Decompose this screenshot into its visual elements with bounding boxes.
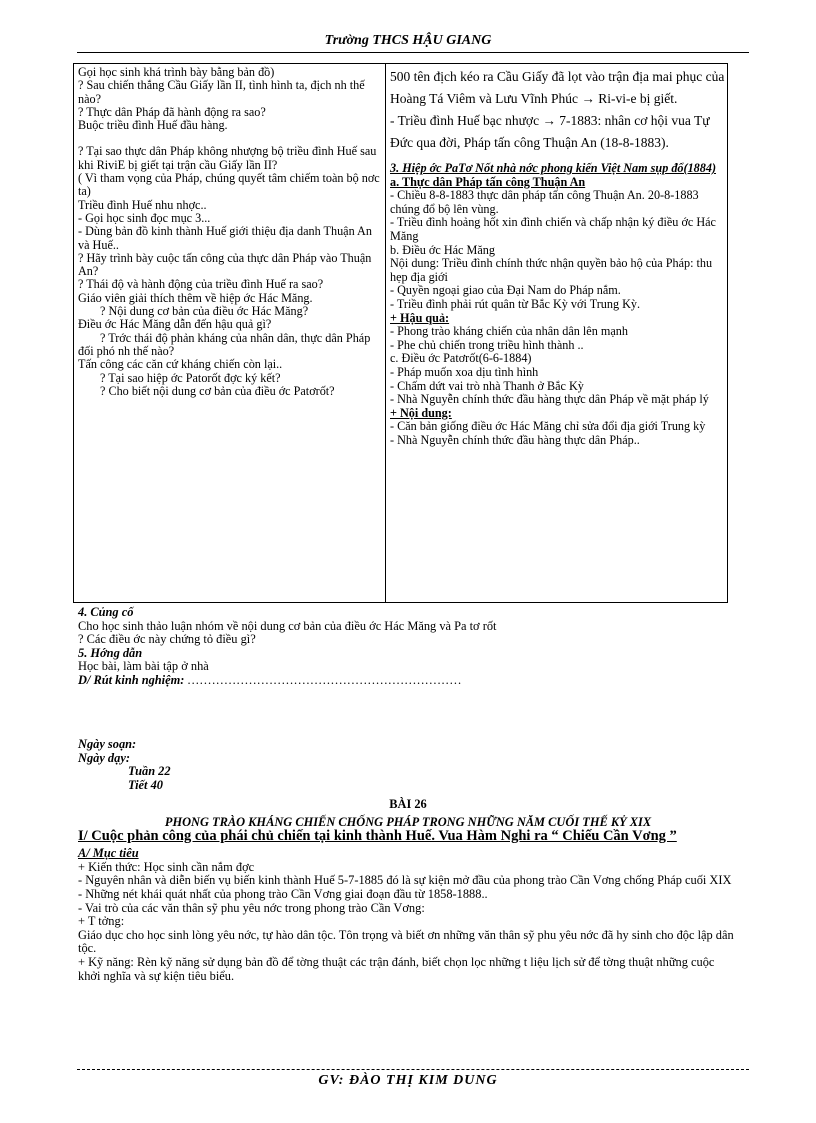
lesson-meta bbox=[78, 738, 738, 792]
teacher-activity-line: Gọi học sinh khá trình bày bằng bản đồ) bbox=[78, 65, 275, 79]
guide-heading: 5. Hớng dẫn bbox=[78, 645, 143, 660]
content-line: - Quyền ngoại giao của Đại Nam do Pháp nắm. bbox=[390, 283, 621, 298]
lesson-table bbox=[73, 63, 728, 603]
period: Tiết 40 bbox=[128, 777, 163, 792]
experience-line bbox=[78, 674, 738, 688]
teacher-activity-line: ? Sau chiến thắng Cầu Giấy lần II, tình hình ta, địch nh thế nào? bbox=[78, 78, 365, 106]
content-column bbox=[390, 66, 726, 447]
school-header: Trường THCS HẬU GIANG bbox=[324, 33, 492, 48]
objective-line: - Nguyên nhân và diễn biến vụ biến kinh thành Huế 5-7-1885 đó là sự kiện mở đầu của phong trào Cần Vơng chống Pháp cuối XIX bbox=[78, 873, 732, 888]
content-line: - Phong trào kháng chiến của nhân dân lên mạnh bbox=[390, 324, 628, 339]
content-line: - Triều đình hoảng hốt xin đình chiến và chấp nhận ký điều ớc Hác Măng bbox=[390, 215, 716, 243]
week: Tuần 22 bbox=[128, 764, 171, 779]
objective-line: Giáo dục cho học sinh lòng yêu nớc, tự hào dân tộc. Tôn trọng và biết ơn những văn thân sỹ phu yêu nớc đã hy sinh cho độc lập dân tộc. bbox=[78, 927, 734, 956]
content-intro bbox=[390, 66, 726, 154]
teacher-activity-line: ? Cho biết nội dung cơ bản của điều ớc Patơrốt? bbox=[100, 383, 335, 398]
content-line: Nội dung: Triều đình chính thức nhận quyền bảo hộ của Pháp: thu hẹp địa giới bbox=[390, 256, 713, 284]
teacher-activity-line: ? Thực dân Pháp đã hành động ra sao? bbox=[78, 104, 266, 119]
column-divider bbox=[385, 64, 386, 602]
guide-text: Học bài, làm bài tập ở nhà bbox=[78, 659, 209, 674]
objective-line: - Những nét khái quát nhất của phong trào Cần Vơng giai đoạn đầu từ 1858-1888.. bbox=[78, 886, 488, 901]
header-rule bbox=[77, 52, 749, 53]
lesson-title: PHONG TRÀO KHÁNG CHIẾN CHỐNG PHÁP TRONG NHỮNG NĂM CUỐI THẾ KỶ XIX bbox=[164, 814, 652, 829]
content-line: - Chấm dứt vai trò nhà Thanh ở Bắc Kỳ bbox=[390, 378, 584, 393]
content-intro-line: - Triều đình Huế bạc nhược → 7-1883: nhân cơ hội vua Tự Đức qua đời, Pháp tấn công Thuận An (18-8-1883). bbox=[390, 113, 710, 150]
objective-line: + T tởng: bbox=[78, 914, 125, 929]
experience-label: D/ Rút kinh nghiệm: bbox=[78, 672, 185, 687]
objective-line: + Kiến thức: Học sinh cần nắm đợc bbox=[78, 859, 255, 874]
teacher-activity-line: ( Vì tham vọng của Pháp, chúng quyết tâm chiếm toàn bộ nơc ta) bbox=[78, 171, 380, 199]
objective-line: - Vai trò của các văn thân sỹ phu yêu nớc trong phong trào Cần Vơng: bbox=[78, 900, 425, 915]
section-title: I/ Cuộc phản công của phái chủ chiến tại kinh thành Huế. Vua Hàm Nghi ra “ Chiếu Cần Vơng ” bbox=[78, 828, 677, 845]
consolidation-block bbox=[78, 606, 738, 688]
teacher-activity-line: Điều ớc Hác Măng dẫn đến hậu quả gì? bbox=[78, 317, 272, 332]
content-intro-line: 500 tên địch kéo ra Cầu Giấy đã lọt vào trận địa mai phục của Hoàng Tá Viêm và Lưu Vĩnh Phúc → Ri-vi-e bị giết. bbox=[390, 69, 725, 106]
teacher-activity-line: Tấn công các căn cứ kháng chiến còn lại.. bbox=[78, 357, 283, 372]
teacher-activity-line: ? Nội dung cơ bản của điều ớc Hác Măng? bbox=[100, 304, 309, 319]
footer-rule bbox=[77, 1069, 749, 1070]
content-line: 3. Hiệp ớc PaTơ Nốt nhà nớc phong kiến Việt Nam sụp đổ(1884) bbox=[390, 161, 717, 175]
teacher-activity-line: Triều đình Huế nhu nhợc.. bbox=[78, 197, 207, 212]
teach-date: Ngày dạy: bbox=[78, 750, 130, 765]
teacher-activity-column bbox=[78, 66, 383, 398]
content-line: c. Điều ớc Patơrốt(6-6-1884) bbox=[390, 351, 532, 366]
teacher-activity-line: - Gọi học sinh đọc mục 3... bbox=[78, 210, 211, 225]
lesson-number: BÀI 26 bbox=[389, 797, 427, 811]
content-line: - Nhà Nguyễn chính thức đầu hàng thực dân Pháp.. bbox=[390, 432, 640, 447]
content-line: - Phe chủ chiến trong triều hình thành .. bbox=[390, 337, 584, 352]
content-line: - Chiều 8-8-1883 thực dân pháp tấn công Thuận An. 20-8-1883 chúng đổ bộ lên vùng. bbox=[390, 188, 699, 216]
teacher-activity-line: Buộc triều đình Huế đầu hàng. bbox=[78, 118, 228, 133]
content-sections bbox=[390, 162, 726, 447]
teacher-activity-line: - Dùng bản đồ kinh thành Huế giới thiệu địa danh Thuận An và Huế.. bbox=[78, 224, 372, 252]
content-line: - Nhà Nguyễn chính thức đầu hàng thực dân Pháp về mặt pháp lý bbox=[390, 392, 709, 407]
objectives-list bbox=[78, 861, 738, 983]
content-line: b. Điều ớc Hác Măng bbox=[390, 242, 495, 257]
content-line: - Căn bản giống điều ớc Hác Măng chỉ sửa đổi địa giới Trung kỳ bbox=[390, 419, 706, 434]
teacher-activity-line: ? Tại sao thực dân Pháp không nhượng bộ triều đình Huế sau khi RiviE bị giết tại trận cầu Giấy lần II? bbox=[78, 144, 377, 172]
consolidation-line-2: ? Các điều ớc này chứng tỏ điều gì? bbox=[78, 632, 256, 647]
content-line: + Nội dung: bbox=[390, 405, 452, 420]
prep-date: Ngày soạn: bbox=[78, 737, 137, 751]
lesson-header bbox=[78, 798, 738, 983]
teacher-activity-line: ? Trớc thái độ phản kháng của nhân dân, thực dân Pháp đối phó nh thế nào? bbox=[78, 330, 371, 358]
teacher-activity-line: ? Tại sao hiệp ớc Patorốt đợc ký kết? bbox=[100, 370, 281, 385]
consolidation-line-1: Cho học sinh thảo luận nhóm về nội dung cơ bản của điều ớc Hác Măng và Pa tơ rốt bbox=[78, 618, 497, 633]
teacher-footer: GV: ĐÀO THỊ KIM DUNG bbox=[318, 1073, 498, 1088]
teacher-activity-line: ? Hãy trình bày cuộc tấn công của thực dân Pháp vào Thuận An? bbox=[78, 250, 372, 279]
content-line: - Triều đình phải rút quân từ Bắc Kỳ với Trung Kỳ. bbox=[390, 296, 641, 311]
teacher-activity-line: Giáo viên giải thích thêm về hiệp ớc Hác Măng. bbox=[78, 290, 313, 305]
consolidation-heading: 4. Củng cố bbox=[78, 605, 134, 619]
experience-dots: ................................................................... bbox=[187, 672, 463, 687]
objectives-heading: A/ Mục tiêu bbox=[78, 846, 139, 861]
teacher-activity-line: ? Thái độ và hành động của triều đình Huế ra sao? bbox=[78, 277, 324, 292]
objective-line: + Kỹ năng: Rèn kỹ năng sử dụng bản đồ để tờng thuật các trận đánh, biết chọn lọc những t liệu lịch sử để tờng thuật những cuộc khởi nghĩa và sự kiện tiêu biểu. bbox=[78, 954, 715, 983]
content-line: - Pháp muốn xoa dịu tình hình bbox=[390, 364, 539, 379]
content-line: a. Thực dân Pháp tấn công Thuận An bbox=[390, 174, 586, 189]
content-line: + Hậu quả: bbox=[390, 310, 450, 325]
